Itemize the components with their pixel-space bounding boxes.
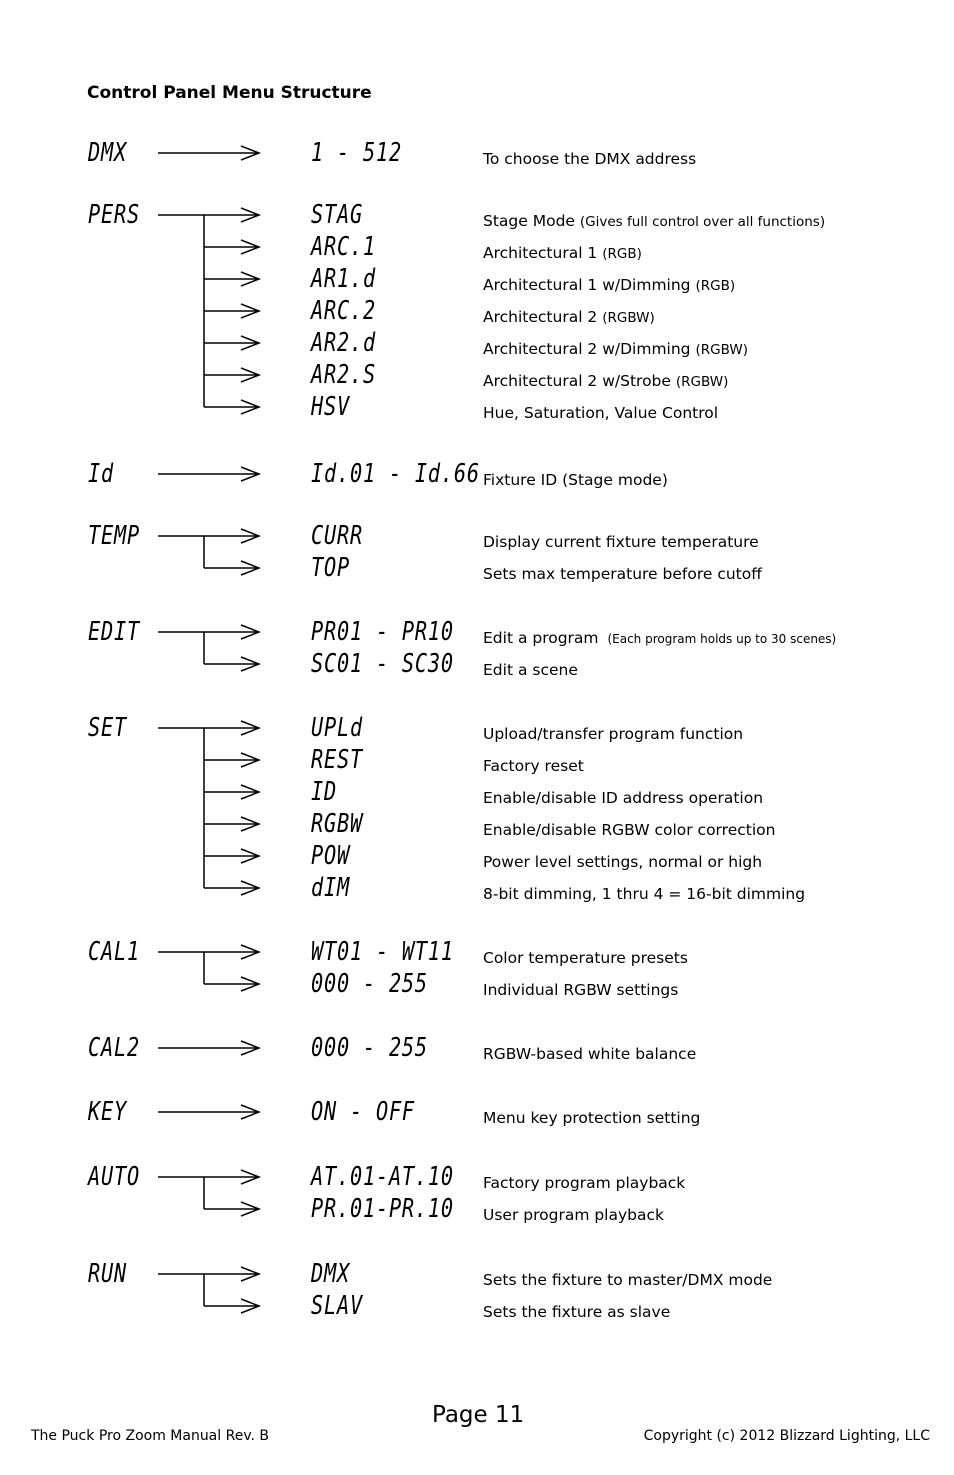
menu-description-text: Enable/disable RGBW color correction — [483, 821, 776, 839]
menu-description-note: (Each program holds up to 30 scenes) — [607, 632, 837, 646]
menu-value: ARC.1 — [311, 232, 376, 262]
menu-value: AR1.d — [311, 264, 376, 294]
menu-description — [483, 660, 578, 680]
menu-description-text: User program playback — [483, 1206, 664, 1224]
menu-description — [483, 1270, 772, 1290]
menu-description-text: Hue, Saturation, Value Control — [483, 404, 719, 422]
menu-value: POW — [311, 841, 350, 871]
menu-value: 000 - 255 — [311, 969, 428, 999]
menu-description — [483, 1108, 700, 1128]
footer-manual-title: The Puck Pro Zoom Manual Rev. B — [31, 1428, 270, 1444]
menu-description — [483, 307, 655, 328]
menu-description-text: Individual RGBW settings — [483, 981, 679, 999]
menu-description-text: Edit a program — [483, 629, 599, 647]
menu-value: Id.01 - Id.66 — [311, 459, 480, 489]
menu-description — [483, 948, 688, 968]
menu-label-run: RUN — [88, 1259, 127, 1289]
menu-label-dmx: DMX — [88, 138, 127, 168]
menu-description-text: Display current fixture temperature — [483, 533, 759, 551]
menu-description — [483, 211, 825, 232]
menu-description — [483, 724, 743, 744]
menu-description-note: (RGB) — [695, 278, 736, 294]
menu-description — [483, 243, 642, 264]
menu-value: TOP — [311, 553, 350, 583]
menu-description-text: 8-bit dimming, 1 thru 4 = 16-bit dimming — [483, 885, 806, 903]
menu-label-temp: TEMP — [88, 521, 140, 551]
menu-description — [483, 275, 735, 296]
menu-description-text: Sets the fixture as slave — [483, 1303, 671, 1321]
menu-label-key: KEY — [88, 1097, 127, 1127]
menu-label-cal1: CAL1 — [88, 937, 140, 967]
menu-description — [483, 1173, 685, 1193]
menu-label-set: SET — [88, 713, 127, 743]
menu-description-text: Architectural 2 w/Strobe — [483, 372, 671, 390]
menu-description — [483, 149, 696, 169]
menu-description-text: Menu key protection setting — [483, 1109, 701, 1127]
menu-description-note: (RGBW) — [602, 310, 655, 326]
menu-description — [483, 470, 668, 490]
menu-description-text: Color temperature presets — [483, 949, 688, 967]
menu-description-note: (RGBW) — [675, 374, 729, 390]
menu-description — [483, 339, 748, 360]
menu-value: SLAV — [311, 1291, 363, 1321]
menu-description — [483, 820, 775, 840]
menu-description-text: Architectural 1 w/Dimming — [483, 276, 691, 294]
menu-label-auto: AUTO — [88, 1162, 140, 1192]
menu-description-text: Factory reset — [483, 757, 584, 775]
menu-description-note: (RGBW) — [695, 342, 748, 358]
menu-label-edit: EDIT — [88, 617, 140, 647]
menu-description-text: Sets the fixture to master/DMX mode — [483, 1271, 773, 1289]
menu-description-text: Architectural 2 w/Dimming — [483, 340, 691, 358]
menu-value: AR2.S — [311, 360, 376, 390]
menu-description — [483, 628, 836, 649]
menu-description — [483, 788, 763, 808]
menu-value: STAG — [311, 200, 363, 230]
menu-label-pers: PERS — [88, 200, 140, 230]
page-number: Page 11 — [432, 1402, 525, 1428]
menu-description-text: Fixture ID (Stage mode) — [483, 471, 668, 489]
menu-value: ON - OFF — [311, 1097, 415, 1127]
menu-value: ID — [311, 777, 337, 807]
menu-description-text: Architectural 1 — [483, 244, 598, 262]
menu-description — [483, 884, 805, 904]
menu-description — [483, 1044, 696, 1064]
menu-value: WT01 - WT11 — [311, 937, 454, 967]
menu-description — [483, 403, 718, 423]
menu-value: dIM — [311, 873, 350, 903]
menu-description-text: Edit a scene — [483, 661, 578, 679]
menu-description — [483, 980, 678, 1000]
menu-description — [483, 532, 759, 552]
page-title: Control Panel Menu Structure — [87, 83, 372, 103]
menu-value: AR2.d — [311, 328, 376, 358]
menu-label-id: Id — [88, 459, 114, 489]
menu-value: PR01 - PR10 — [311, 617, 454, 647]
menu-value: AT.01-AT.10 — [311, 1162, 454, 1192]
menu-description-text: To choose the DMX address — [483, 150, 697, 168]
menu-value: 000 - 255 — [311, 1033, 428, 1063]
menu-description-text: Upload/transfer program function — [483, 725, 744, 743]
menu-value: 1 - 512 — [311, 138, 402, 168]
menu-description — [483, 1302, 670, 1322]
menu-description-text: RGBW-based white balance — [483, 1045, 697, 1063]
menu-description — [483, 564, 762, 584]
footer-copyright: Copyright (c) 2012 Blizzard Lighting, LLC — [643, 1428, 930, 1444]
menu-value: ARC.2 — [311, 296, 376, 326]
menu-description — [483, 1205, 664, 1225]
menu-value: DMX — [311, 1259, 350, 1289]
menu-description-text: Enable/disable ID address operation — [483, 789, 764, 807]
menu-description — [483, 852, 762, 872]
menu-value: CURR — [311, 521, 363, 551]
menu-description-text: Factory program playback — [483, 1174, 686, 1192]
menu-value: HSV — [311, 392, 350, 422]
menu-description — [483, 756, 584, 776]
menu-value: SC01 - SC30 — [311, 649, 454, 679]
menu-description — [483, 371, 728, 392]
menu-description-note: (Gives full control over all functions) — [579, 214, 826, 230]
menu-value: RGBW — [311, 809, 363, 839]
menu-value: REST — [311, 745, 363, 775]
menu-description-text: Stage Mode — [483, 212, 575, 230]
menu-description-text: Architectural 2 — [483, 308, 598, 326]
menu-description-text: Sets max temperature before cutoff — [483, 565, 762, 583]
menu-description-text: Power level settings, normal or high — [483, 853, 763, 871]
menu-description-note: (RGB) — [602, 246, 642, 262]
menu-value: UPLd — [311, 713, 363, 743]
menu-label-cal2: CAL2 — [88, 1033, 140, 1063]
menu-value: PR.01-PR.10 — [311, 1194, 454, 1224]
